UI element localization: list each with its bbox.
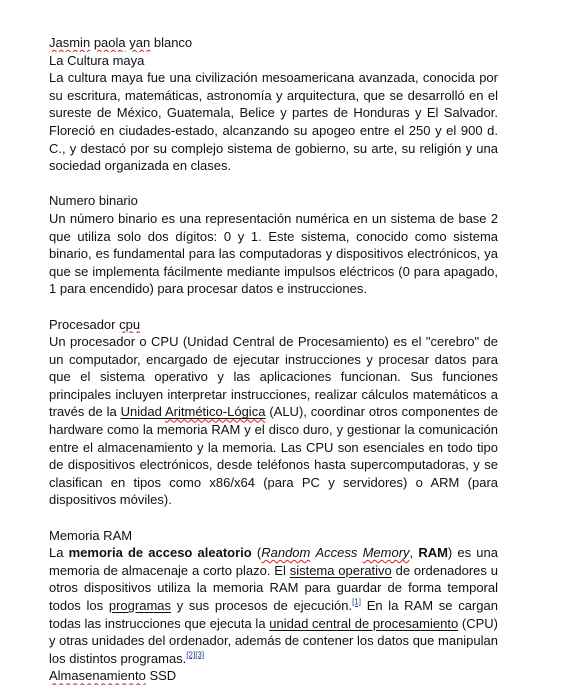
alu-link[interactable] bbox=[121, 404, 266, 419]
alu-link-word-1: Unidad bbox=[120, 404, 162, 420]
ram-text: La bbox=[49, 545, 64, 561]
ram-italic-term: Access bbox=[315, 545, 358, 561]
ram-paragraph bbox=[49, 544, 498, 667]
cpu-text-part-1: Un procesador o CPU (Unidad Central de Procesamiento) es el "cerebro" de un computador, encargado de ejecutar instrucciones y procesar datos para que el sistema operativo y las aplicaciones funcionan. Sus funciones principales incluyen interpretar instrucciones, realizar cálculos matemáticos a través de la bbox=[49, 334, 498, 420]
cpu-heading bbox=[49, 316, 498, 334]
alu-link-word-2: Aritmético-Lógica bbox=[165, 404, 266, 420]
reference-3-link[interactable]: [3] bbox=[195, 650, 205, 660]
ram-text: (CPU) y otras unidades del ordenador, además de contener los datos que manipulan los distintos programas. bbox=[49, 615, 498, 666]
author-name-last: blanco bbox=[153, 35, 193, 50]
maya-paragraph: La cultura maya fue una civilización mesoamericana avanzada, conocida por su escritura, matemáticas, astronomía y arquitectura, que se desarrolló en el sureste de México, Guatemala, Belice y partes de Honduras y El Salvador. Floreció en ciudades-estado, alcanzando su apogeo entre el 250 y el 900 d. C., y destacó por su complejo sistema de gobierno, su arte, su religión y una sociedad organizada en clases. bbox=[49, 70, 498, 174]
ram-bold-acronym: RAM bbox=[418, 545, 448, 561]
ram-italic-term: Random bbox=[261, 545, 311, 561]
cpu-paragraph bbox=[49, 333, 498, 509]
ram-text: de ordenadores u otros dispositivos utiliza la memoria RAM para guardar de forma temporal todos los bbox=[49, 562, 498, 613]
maya-heading: La Cultura maya bbox=[49, 52, 145, 68]
blank-line bbox=[49, 175, 498, 193]
ram-text: y sus procesos de ejecución. bbox=[176, 598, 353, 613]
document-page bbox=[49, 34, 498, 685]
operating-system-link[interactable]: sistema operativo bbox=[289, 562, 392, 578]
author-name-third: yan bbox=[129, 35, 151, 50]
ssd-heading bbox=[49, 667, 498, 685]
blank-line bbox=[49, 509, 498, 527]
cpu-heading-word: Procesador bbox=[49, 316, 116, 332]
ram-text: , bbox=[409, 545, 414, 561]
binary-paragraph: Un número binario es una representación numérica en un sistema de base 2 que utiliza solo dos dígitos: 0 y 1. Este sistema, conocido como sistema binario, es fundamental para las computadoras y dispositivos electrónicos, ya que se implementa fácilmente mediante impulsos eléctricos (0 para apagado, 1 para encendido) para procesar datos e instrucciones. bbox=[49, 210, 498, 297]
cpu-heading-acronym: cpu bbox=[119, 316, 141, 332]
ram-heading: Memoria RAM bbox=[49, 527, 133, 543]
programs-link[interactable]: programas bbox=[108, 598, 171, 613]
ram-italic-term: Memory bbox=[362, 545, 410, 561]
author-name-second: paola bbox=[93, 35, 126, 50]
cpu-text-part-2: (ALU), coordinar otros componentes de hardware como la memoria RAM y el disco duro, y gestionar la comunicación entre el almacenamiento y la memoria. Las CPU son esenciales en todo tipo de dispositivos electrónicos, desde teléfonos hasta supercomputadoras, y se clasifican en tipos como x86/x64 (para PC y servidores) o ARM (para dispositivos móviles). bbox=[49, 404, 498, 508]
ram-text: ( bbox=[256, 545, 262, 561]
ram-bold-term: memoria de acceso aleatorio bbox=[68, 545, 252, 561]
ssd-heading-acronym: SSD bbox=[149, 668, 177, 684]
ram-text: ) es una memoria de almacenaje a corto plazo. El bbox=[49, 545, 498, 578]
binary-heading: Numero binario bbox=[49, 193, 138, 209]
author-line bbox=[49, 34, 498, 52]
reference-2-link[interactable]: [2] bbox=[186, 650, 196, 660]
blank-line bbox=[49, 298, 498, 316]
author-name-first: Jasmin bbox=[49, 35, 91, 50]
ram-text: En la RAM se cargan todas las instrucciones que ejecuta la bbox=[49, 598, 498, 631]
ssd-heading-word: Almasenamiento bbox=[49, 668, 146, 684]
reference-1-link[interactable]: [1] bbox=[352, 597, 361, 607]
cpu-link[interactable]: unidad central de procesamiento bbox=[269, 615, 459, 631]
